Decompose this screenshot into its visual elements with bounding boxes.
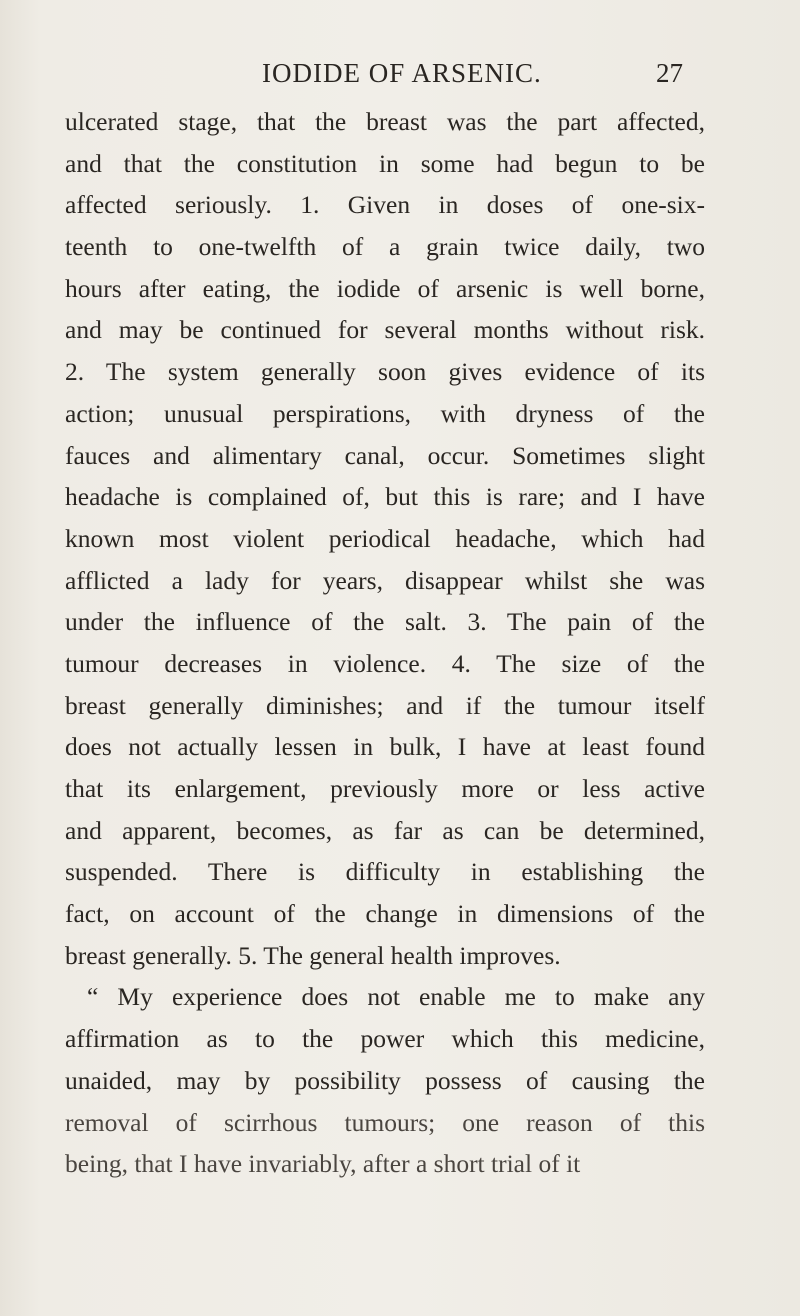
text-line: affirmation as to the power which this medicine, — [65, 1024, 705, 1054]
text-line: does not actually lessen in bulk, I have at least found — [65, 732, 705, 762]
text-line: being, that I have invariably, after a short trial of it — [65, 1149, 581, 1179]
text-line: affected seriously. 1. Given in doses of one-six- — [65, 190, 705, 220]
text-line: known most violent periodical headache, which had — [65, 523, 705, 553]
text-line: fauces and alimentary canal, occur. Sometimes slight — [65, 440, 705, 470]
body-text — [65, 101, 705, 1185]
text-line: and apparent, becomes, as far as can be determined, — [65, 815, 705, 845]
text-line: tumour decreases in violence. 4. The size of the — [65, 648, 705, 678]
running-title: IODIDE OF ARSENIC. — [262, 58, 542, 88]
text-line: “ My experience does not enable me to make any — [87, 982, 705, 1012]
text-line: breast generally. 5. The general health improves. — [65, 940, 561, 970]
text-line: fact, on account of the change in dimensions of the — [65, 899, 705, 929]
text-line: action; unusual perspirations, with dryness of the — [65, 398, 705, 428]
text-line: breast generally diminishes; and if the tumour itself — [65, 690, 705, 720]
text-line: hours after eating, the iodide of arsenic is well borne, — [65, 273, 705, 303]
text-line: under the influence of the salt. 3. The pain of the — [65, 607, 705, 637]
text-line: suspended. There is difficulty in establishing the — [65, 857, 705, 887]
text-line: teenth to one-twelfth of a grain twice daily, two — [65, 232, 705, 262]
text-line: unaided, may by possibility possess of causing the — [65, 1065, 705, 1095]
text-line: that its enlargement, previously more or less active — [65, 774, 705, 803]
text-line: removal of scirrhous tumours; one reason of this — [65, 1107, 705, 1137]
page-number: 27 — [656, 58, 683, 88]
text-line: and may be continued for several months without risk. — [65, 315, 705, 345]
text-line: and that the constitution in some had begun to be — [65, 148, 705, 178]
text-line: headache is complained of, but this is rare; and I have — [65, 482, 705, 512]
text-line: afflicted a lady for years, disappear whilst she was — [65, 565, 705, 595]
page-header — [0, 58, 800, 94]
text-line: 2. The system generally soon gives evidence of its — [65, 357, 705, 387]
text-line: ulcerated stage, that the breast was the part affected, — [65, 107, 705, 136]
